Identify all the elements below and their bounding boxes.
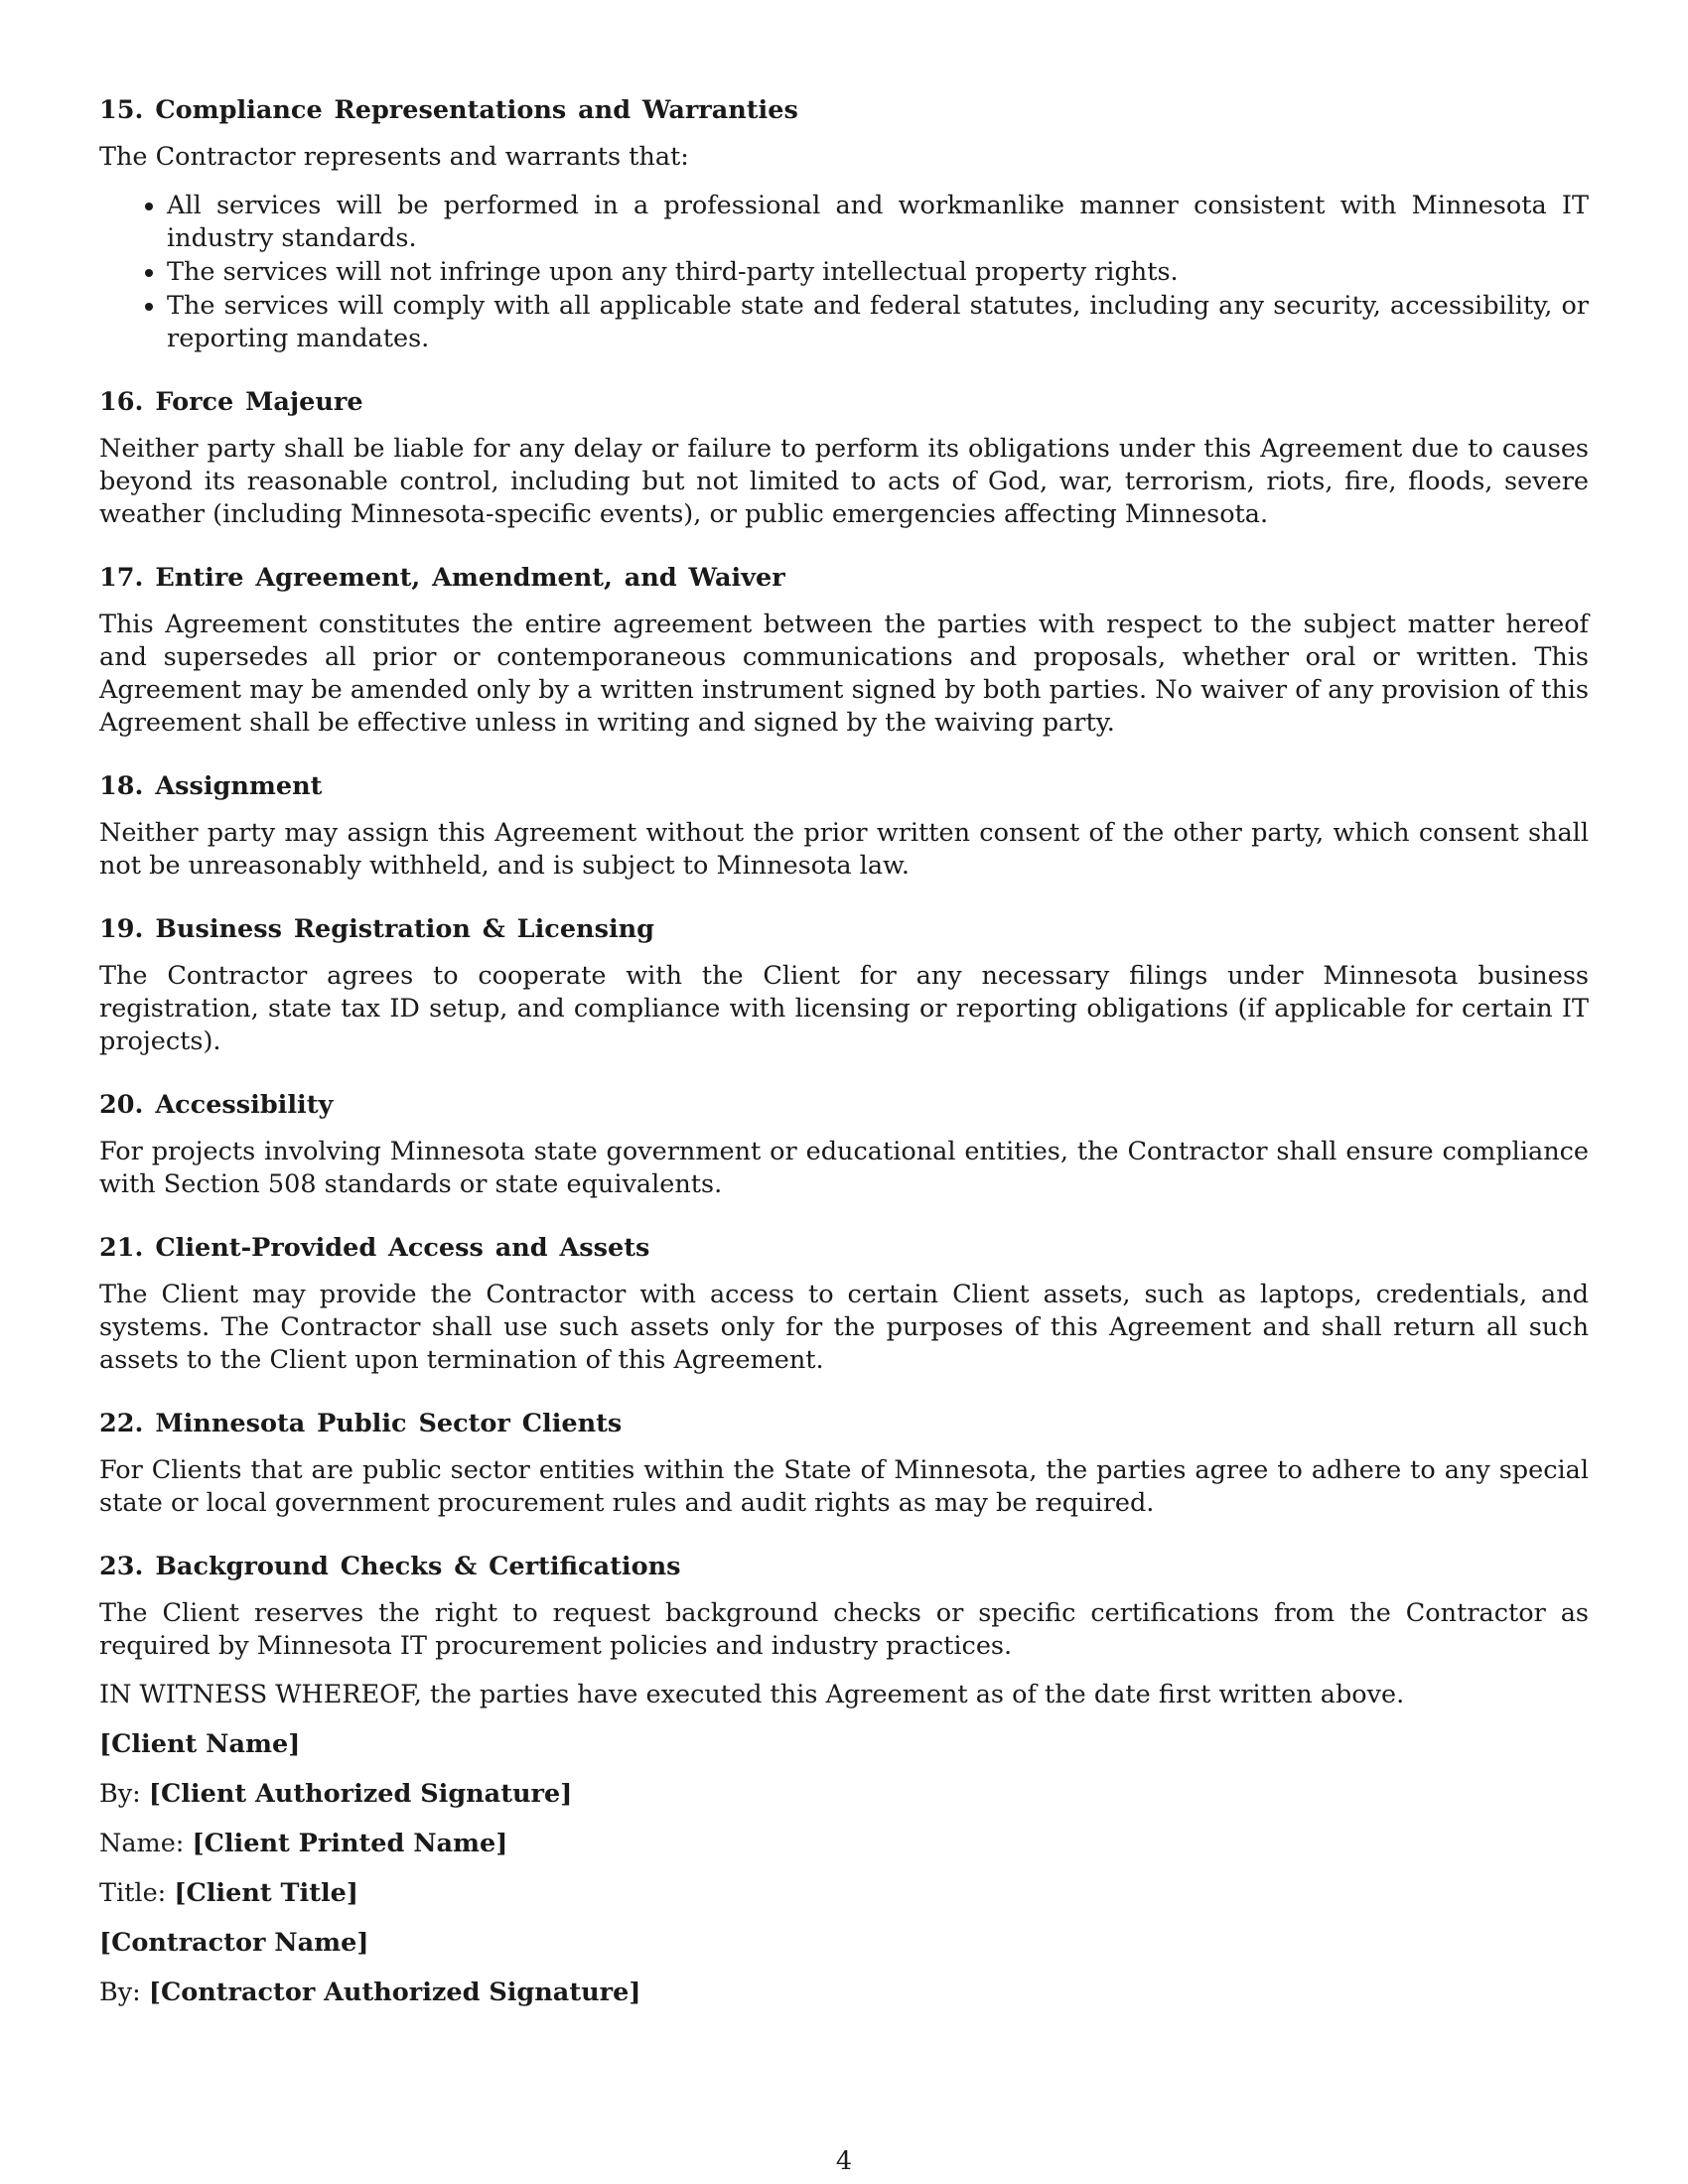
- section-heading: 15. Compliance Representations and Warranties: [99, 95, 798, 125]
- section-body: Neither party may assign this Agreement without the prior written consent of the other party, which consent shall not be unreasonably withheld, and is subject to Minnesota law.: [99, 818, 1589, 881]
- section-18: [99, 770, 1589, 883]
- section-body: Neither party shall be liable for any delay or failure to perform its obligations under this Agreement due to causes beyond its reasonable control, including but not limited to acts of God, war, terrorism, riots, fire, floods, severe weather (including Minnesota-specific events), or public emergencies affecting Minnesota.: [99, 434, 1589, 529]
- section-21: [99, 1232, 1589, 1377]
- section-20: [99, 1089, 1589, 1201]
- client-signature-line: By: [Client Authorized Signature]: [99, 1779, 573, 1809]
- section-body: This Agreement constitutes the entire agreement between the parties with respect to the subject matter hereof and supersedes all prior or contemporaneous communications and proposals, whether oral or written. This Agreement may be amended only by a written instrument signed by both parties. No waiver of any provision of this Agreement shall be effective unless in writing and signed by the waiving party.: [99, 610, 1589, 738]
- section-body: For projects involving Minnesota state government or educational entities, the Contractor shall ensure compliance with Section 508 standards or state equivalents.: [99, 1137, 1589, 1199]
- section-heading: 22. Minnesota Public Sector Clients: [99, 1409, 623, 1438]
- page-number: 4: [835, 2146, 853, 2176]
- section-22: [99, 1408, 1589, 1520]
- section-heading: 18. Assignment: [99, 771, 323, 801]
- section-heading: 17. Entire Agreement, Amendment, and Waiver: [99, 563, 785, 593]
- section-16: [99, 386, 1589, 531]
- list-item: • The services will not infringe upon any third-party intellectual property rights.: [167, 256, 1589, 289]
- section-heading: 19. Business Registration & Licensing: [99, 914, 655, 944]
- contractor-signature-line: By: [Contractor Authorized Signature]: [99, 1978, 641, 2007]
- client-title-line: Title: [Client Title]: [99, 1878, 358, 1908]
- section-body: The Contractor agrees to cooperate with the Client for any necessary filings under Minnesota business registration, state tax ID setup, and compliance with licensing or reporting obligations (if applicable for certain IT projects).: [99, 961, 1589, 1056]
- section-heading: 21. Client-Provided Access and Assets: [99, 1233, 650, 1263]
- section-19: [99, 913, 1589, 1058]
- list-item: • The services will comply with all applicable state and federal statutes, including any security, accessibility, or reporting mandates.: [167, 290, 1589, 355]
- section-15: [99, 94, 1589, 355]
- section-heading: 20. Accessibility: [99, 1090, 334, 1120]
- section-heading: 16. Force Majeure: [99, 387, 363, 417]
- document-page: [99, 94, 1589, 2009]
- section-17: [99, 562, 1589, 740]
- section-body: The Client reserves the right to request background checks or specific certifications from the Contractor as required by Minnesota IT procurement policies and industry practices.: [99, 1598, 1589, 1661]
- section-body: The Client may provide the Contractor with access to certain Client assets, such as laptops, credentials, and systems. The Contractor shall use such assets only for the purposes of this Agreement and shall return all such assets to the Client upon termination of this Agreement.: [99, 1280, 1589, 1375]
- section-23: [99, 1551, 1589, 1663]
- warranty-list: [99, 190, 1589, 355]
- section-heading: 23. Background Checks & Certifications: [99, 1552, 681, 1581]
- client-name-line: [Client Name]: [99, 1729, 301, 1759]
- contractor-name-line: [Contractor Name]: [99, 1928, 369, 1958]
- witness-clause: IN WITNESS WHEREOF, the parties have executed this Agreement as of the date first written above.: [99, 1680, 1405, 1709]
- section-body: For Clients that are public sector entities within the State of Minnesota, the parties agree to adhere to any special state or local government procurement rules and audit rights as may be required.: [99, 1455, 1589, 1518]
- client-printed-name-line: Name: [Client Printed Name]: [99, 1829, 508, 1858]
- list-item: • All services will be performed in a professional and workmanlike manner consistent with Minnesota IT industry standards.: [167, 190, 1589, 255]
- section-intro: The Contractor represents and warrants that:: [99, 142, 689, 172]
